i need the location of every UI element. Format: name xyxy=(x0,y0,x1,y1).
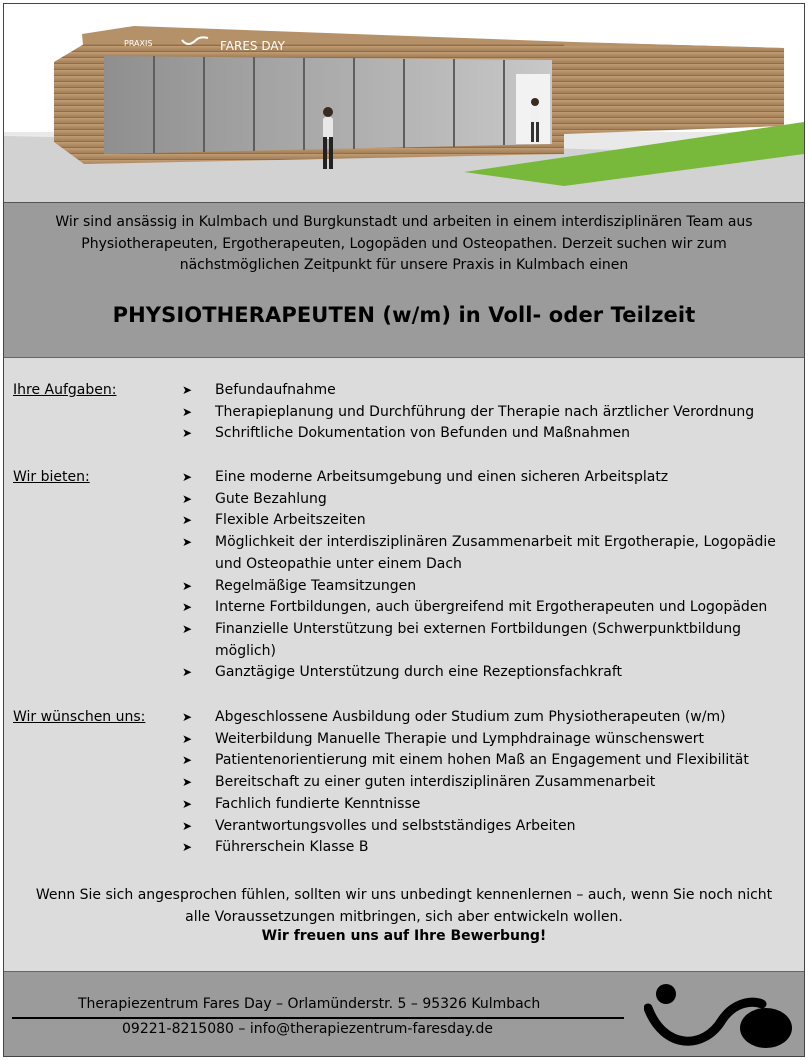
list-item: ➤ Befundaufnahme xyxy=(182,380,796,402)
arrow-bullet-icon: ➤ xyxy=(182,600,193,615)
arrow-bullet-icon: ➤ xyxy=(182,731,193,746)
job-details xyxy=(4,358,804,972)
bullet-list xyxy=(182,380,796,445)
arrow-bullet-icon: ➤ xyxy=(182,818,193,833)
footer-divider xyxy=(12,1017,624,1019)
job-posting-document xyxy=(3,3,805,1057)
list-item: ➤ Finanzielle Unterstützung bei externen Fortbildungen (Schwerpunktbildung möglich) xyxy=(182,620,742,659)
arrow-bullet-icon: ➤ xyxy=(182,710,193,724)
list-item: ➤ Regelmäßige Teamsitzungen xyxy=(182,576,796,598)
intro-line: nächstmöglichen Zeitpunkt für unsere Praxis in Kulmbach einen xyxy=(179,257,629,273)
intro-line: Physiotherapeuten, Ergotherapeuten, Logopäden und Osteopathen. Derzeit suchen wir zum xyxy=(81,235,727,252)
footer xyxy=(4,972,804,1057)
list-item: ➤ Möglichkeit der interdisziplinären Zusammenarbeit mit Ergotherapie, Logopädie und Osteopathie unter einem Dach xyxy=(182,534,776,572)
arrow-bullet-icon: ➤ xyxy=(182,578,193,593)
list-item: ➤ Eine moderne Arbeitsumgebung und einen sicheren Arbeitsplatz xyxy=(182,467,796,489)
closing-line: alle Voraussetzungen mitbringen, sich aber entwickeln wollen. xyxy=(185,909,623,925)
arrow-bullet-icon: ➤ xyxy=(182,383,193,397)
arrow-bullet-icon: ➤ xyxy=(182,470,193,484)
intro-paragraph xyxy=(24,212,784,277)
intro-line: Wir sind ansässig in Kulmbach und Burgkunstadt und arbeiten in einem interdisziplinären Team aus xyxy=(55,214,753,230)
list-item: ➤ Interne Fortbildungen, auch übergreifend mit Ergotherapeuten und Logopäden xyxy=(182,597,796,619)
section-label: Wir bieten: xyxy=(13,469,90,485)
building-image xyxy=(4,4,804,202)
list-item: ➤ Patientenorientierung mit einem hohen Maß an Engagement und Flexibilität xyxy=(182,750,796,772)
bullet-list xyxy=(182,467,796,684)
arrow-bullet-icon: ➤ xyxy=(182,404,193,419)
intro-section xyxy=(4,203,804,358)
arrow-bullet-icon: ➤ xyxy=(182,775,193,790)
arrow-bullet-icon: ➤ xyxy=(182,491,193,506)
list-item: ➤ Bereitschaft zu einer guten interdisziplinären Zusammenarbeit xyxy=(182,772,796,794)
section-label: Wir wünschen uns: xyxy=(13,709,146,725)
arrow-bullet-icon: ➤ xyxy=(182,513,193,528)
arrow-bullet-icon: ➤ xyxy=(182,665,193,680)
arrow-bullet-icon: ➤ xyxy=(182,426,193,441)
bullet-list xyxy=(182,707,796,859)
fares-day-logo-icon xyxy=(644,980,794,1052)
list-item: ➤ Schriftliche Dokumentation von Befunden und Maßnahmen xyxy=(182,423,796,445)
building-illustration xyxy=(4,4,804,203)
arrow-bullet-icon: ➤ xyxy=(182,796,193,811)
list-item: ➤ Abgeschlossene Ausbildung oder Studium zum Physiotherapeuten (w/m) xyxy=(182,707,796,729)
building-sign-small: PRAXIS xyxy=(124,39,153,48)
arrow-bullet-icon: ➤ xyxy=(182,840,193,855)
building-sign: FARES DAY xyxy=(220,39,285,53)
list-item: ➤ Fachlich fundierte Kenntnisse xyxy=(182,794,796,816)
list-item: ➤ Führerschein Klasse B xyxy=(182,837,796,859)
closing-paragraph xyxy=(18,884,790,928)
list-item: ➤ Gute Bezahlung xyxy=(182,489,796,511)
footer-address: Therapiezentrum Fares Day – Orlamünderstr. 5 – 95326 Kulmbach xyxy=(78,996,541,1012)
arrow-bullet-icon: ➤ xyxy=(182,753,193,768)
list-item: ➤ Flexible Arbeitszeiten xyxy=(182,510,796,532)
list-item: ➤ Ganztägige Unterstützung durch eine Rezeptionsfachkraft xyxy=(182,662,796,684)
list-item: ➤ Verantwortungsvolles und selbstständiges Arbeiten xyxy=(182,816,796,838)
list-item: ➤ Weiterbildung Manuelle Therapie und Lymphdrainage wünschenswert xyxy=(182,729,796,751)
job-title: PHYSIOTHERAPEUTEN (w/m) in Voll- oder Teilzeit xyxy=(112,303,696,327)
arrow-bullet-icon: ➤ xyxy=(182,535,193,550)
footer-contact: 09221-8215080 – info@therapiezentrum-faresday.de xyxy=(122,1021,494,1037)
section-label: Ihre Aufgaben: xyxy=(13,382,117,398)
closing-line: Wenn Sie sich angesprochen fühlen, sollten wir uns unbedingt kennenlernen – auch, wenn Sie noch nicht xyxy=(35,887,773,903)
list-item: ➤ Therapieplanung und Durchführung der Therapie nach ärztlicher Verordnung xyxy=(182,402,796,424)
closing-call-to-action: Wir freuen uns auf Ihre Bewerbung! xyxy=(261,928,547,944)
arrow-bullet-icon: ➤ xyxy=(182,621,193,636)
glass-facade xyxy=(104,56,552,154)
